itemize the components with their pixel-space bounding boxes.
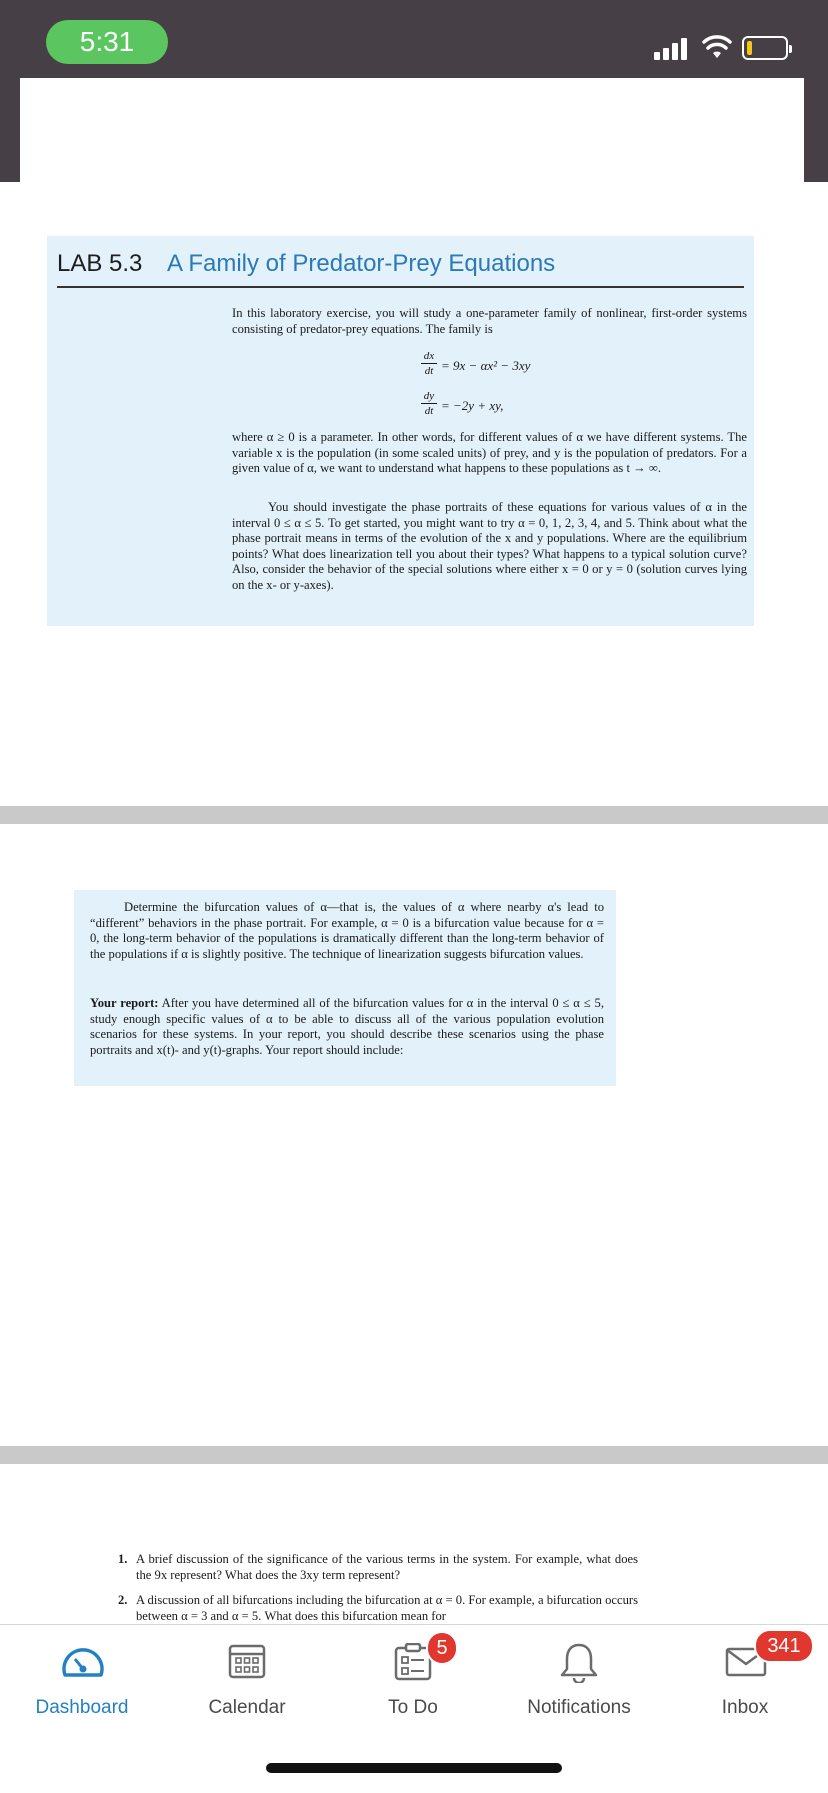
tab-notifications[interactable] xyxy=(496,1625,662,1735)
tab-calendar[interactable] xyxy=(164,1625,330,1735)
home-indicator[interactable] xyxy=(266,1763,562,1773)
battery-icon xyxy=(742,36,788,60)
lab-intro: In this laboratory exercise, you will study a one-parameter family of nonlinear, first-order systems consisting of predator-prey equations. The family is xyxy=(232,306,747,336)
tab-calendar-label: Calendar xyxy=(208,1697,286,1718)
eq1-derivative: dx dt xyxy=(421,350,437,377)
report-item-1: 1. A brief discussion of the significance of the various terms in the system. For example, what does the 9x represent? What does the 3xy term represent? xyxy=(118,1552,638,1582)
tab-inbox-label: Inbox xyxy=(721,1697,769,1718)
document-header-frame xyxy=(0,78,828,182)
calendar-icon xyxy=(228,1643,266,1679)
tab-inbox[interactable] xyxy=(662,1625,828,1735)
page2-paragraph-1: Determine the bifurcation values of α—that is, the values of α where nearby α's lead to “different” behaviors in the phase portrait. For example, α = 0 is a bifurcation value because for α = 0, the long-term behavior of the populations is dramatically different than the long-term behavior of the populations if α is slightly positive. The technique of linearization suggests bifurcation values. xyxy=(90,900,604,961)
lab-title: A Family of Predator-Prey Equations xyxy=(167,250,556,277)
page2-paragraph-2: Your report: After you have determined all of the bifurcation values for α in the interval 0 ≤ α ≤ 5, study enough specific values of α to be able to discuss all of the various population evolution scenarios for these systems. In your report, you should describe these scenarios using the phase portraits and x(t)- and y(t)-graphs. Your report should include: xyxy=(90,996,604,1057)
todo-count-badge: 5 xyxy=(426,1631,458,1665)
report-item-2: 2. A discussion of all bifurcations including the bifurcation at α = 0. For example, a bifurcation occurs between α = 3 and α = 5. What does this bifurcation mean for xyxy=(118,1593,638,1623)
tab-todo[interactable] xyxy=(330,1625,496,1735)
inbox-count-badge: 341 xyxy=(754,1629,814,1663)
lab-paragraph-1: where α ≥ 0 is a parameter. In other words, for different values of α we have different systems. The variable x is the population (in some scaled units) of prey, and y is the population of predators. For a given value of α, we want to understand what happens to these populations as t → ∞. xyxy=(232,430,747,476)
lab-box xyxy=(47,236,754,626)
report-label: Your report: xyxy=(90,996,159,1010)
page2-text-box xyxy=(74,890,616,1086)
equation-1: = 9x − αx² − 3xy xyxy=(441,358,531,373)
cellular-signal-icon xyxy=(654,36,690,60)
tab-dashboard[interactable] xyxy=(0,1625,164,1735)
page-separator xyxy=(0,806,828,824)
tab-notifications-label: Notifications xyxy=(527,1697,631,1718)
status-bar xyxy=(0,0,828,78)
wifi-icon xyxy=(702,34,732,60)
status-time[interactable]: 5:31 xyxy=(46,20,168,64)
bell-icon xyxy=(559,1641,599,1683)
page-separator xyxy=(0,1446,828,1464)
tab-dashboard-label: Dashboard xyxy=(35,1697,129,1718)
lab-number: LAB 5.3 xyxy=(57,250,143,277)
lab-heading xyxy=(57,250,744,288)
page3-viewport xyxy=(0,1464,828,1624)
tab-todo-label: To Do xyxy=(388,1697,438,1718)
eq2-derivative: dy dt xyxy=(421,390,437,417)
dashboard-gauge-icon xyxy=(60,1643,106,1679)
equation-2: = −2y + xy, xyxy=(441,398,504,413)
lab-paragraph-2: You should investigate the phase portraits of these equations for various values of α in the interval 0 ≤ α ≤ 5. To get started, you might want to try α = 0, 1, 2, 3, 4, and 5. Think about what the phase portrait means in terms of the evolution of the x and y populations. Where are the equilibrium points? What does linearization tell you about their types? What happens to a typical solution curve? Also, consider the behavior of the special solutions where either x = 0 or y = 0 (solution curves lying on the x- or y-axes). xyxy=(232,500,747,592)
